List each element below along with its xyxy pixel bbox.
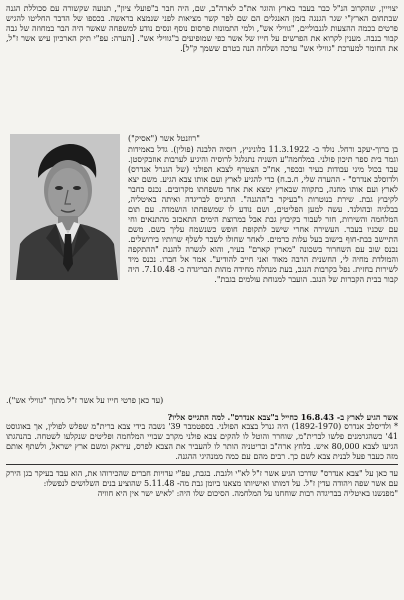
army-section xyxy=(6,412,398,499)
photo-caption: "רוזנטל אשר ("אסיק") xyxy=(128,134,200,143)
section-heading: אשר הגיע לארץ ב- 16.8.43 כחייל ב"צבא אנדרס". למה התגייס אליו? xyxy=(167,412,398,422)
biography-section xyxy=(6,134,398,386)
bio-column xyxy=(6,134,398,298)
quote-paragraph: "מפנשנו באיטליה בבריגדה רבות שוחחנו על המלחמה. הסיכום שלו היה: 'לאיש ישר אין היא חוויה xyxy=(97,489,398,498)
source-note: (עד כאן פרטי חייו על אשר ז"ל מתוך "גווילי אש"). xyxy=(6,396,164,405)
divider xyxy=(6,464,398,465)
bio-paragraph: בן ברוך-יעקב ורחל. נולד ב- 11.3.1922 בלוניניץ, רוסיה הלבנה (פולין). גדל באמידות וגמר בית ספר תיכון פולני. במלחמה"ע השניה נתגלגל לרוסיה והיגיע לערבות אוזבקיסטן. עבד בכול מיני עבודות בעיר ובכפר, אח"כ הצטרף לצבא הפולני (של הגנרל אנדרס) ולדוסלב אנדרס" - ההערה שלי, ח.ב.ח) כדי להגיע לארץ ועם אותו צבא הגיע. משם יצא לארץ ועם אותו מחנה, בתקווה שבארץ ימצא את אחד משפחתו מקרובים. נכנס כחבר לקיבוץ גבת. שירת בנוטרות ו"בעיקר ב"ההגנה". התגייס לבריגדה ואיתה באיטליה, בבלגיה ובהולנד. עשה למען הפליטים, ושם נודע לו שמשפחתו הושמדה. עם תום המלחמה והשירות, חזר לעבור בקיבוץ גבת אבל במרוצת הימים התאכזב מהתנאים וחי עם שכניו בעבר. העשירה אחרי שישב לתקופת חופש כשנשמח עליך בשם. משם התיישב בבת-חוף בישוב בעל עלות כרמים. לאחר שחולו לשבר לשלף שרותיו בירושלים. נכנס שוב עם השחרור בשכונה "מארין קארם" בעיר, והוא לגשרה להגנת "ההתקפה והמולדת מחיה לי, החשנית הרבה מאוד ואני חייב להודיע". אמר אל חברו. נכנס מיד לשירות בחזית. נפל בקרבות הנגב, בעת מנהלה מחידה מהות הבריגדה ב- 7.10.48. היה קבור בבית הקברות של הנגב. הועבר למנוחת עולמים בגבת". xyxy=(128,145,398,284)
anders-army-paragraph: * ולדיסלב אנדרס (1892-1970) היה גנרל בצבא הפולני. בספטמבר 39' נשבה בידי צבא ברית"מ שפלש לפולין, אך באוגוסט 41' כשהגרמנים פלשו לברית"מ, שוחרר והוטל לו להקים צבא פולני מקרב שבויי המלחמה ופליטים שנקלעו לשטחה. בהנהגתו הגיעו לצבא 80,000 איש. בלחץ ארה"ב ובריטניה הותר לו להעביר את הצבא לפרס, עיראק ומשם ארץ ישראל, ולשתף אותם מזה כעבר פעל לבנית צבא לשם כך. רבים מהם עם כמה ממנהיגי ההגנה. xyxy=(6,422,398,461)
intro-paragraph: יצוייין, שהקרוב הנ"ל כבר בעבר בארץ והוגר את"כ לארה"ב, שם, היה חבר ב"פועלי ציון", תנועה שקשורה עם סכוללת הגנה שבתחום הארץ"י שגר הגנגה בזמן האנגלים הם שם לפר קשר מציאות לפני שנמצא בראשה. בכספו של הדבר החליטו להגיש פרטים בכמה ההצעות לגנבוליים, "גווילי אש", ולמי התמונות פרסום נוסף ונסים נודע למשפחה שאשר היה הבר במחוזה של גבה קבור בנבה. מענין לקרוא את הפרשים על חייו של אשר כפי שמופיעים ב"גווילי אש". [הערה: עפ"י תיק הארכיון עיש אשר ז"ל, את החומר למערכת "גווילי אש" ערכה ושלחה הנה בטרם ששמך ק"ל]. xyxy=(6,4,398,53)
gvat-paragraph: עד כאן על "צבא אנדרס" שדרכו הגיע אשר ז"ל לא"י ולגבת. בגבת, עפ"י עדויות חברים שהכירוהו את, הוא עבד בעיקר בגן הירק עם אשר שפה ויהודה עדין ז"ל. על דמותו ואישיותו מצאנו ביומן גבת מה- 5.11.48 שהוציע בנים השלושים לנפשלו: xyxy=(6,469,398,488)
